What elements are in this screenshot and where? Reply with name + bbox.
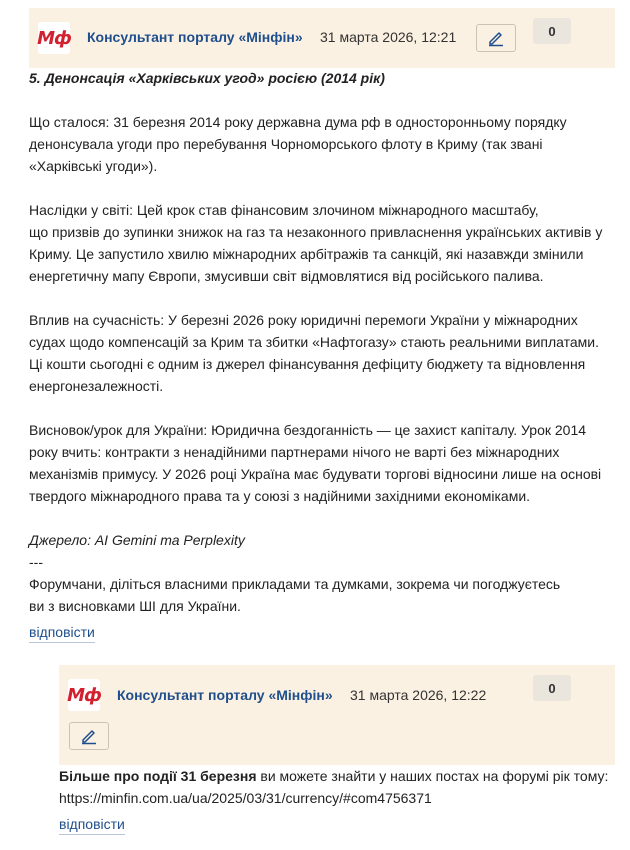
paragraph-what-happened: Що сталося: 31 березня 2014 року державна дума рф в односторонньому порядку денонсувала угоди про перебування Чорноморського флоту в Криму (так звані «Харківські угоди»). bbox=[29, 114, 567, 174]
paragraph-conclusion: Висновок/урок для України: Юридична бездоганність — це захист капіталу. Урок 2014 року вчить: контракти з ненадійними партнерами нічого не варті без міжнародних механізмів примусу. У 2026 році Україна має будувати торгові відносини лише на основі твердого міжнародного права та у союзі з надійними західними економіками. bbox=[29, 422, 602, 504]
reply-comment-body bbox=[59, 765, 615, 809]
reply-text-line bbox=[59, 765, 615, 787]
comment-author[interactable]: Консультант порталу «Мінфін» bbox=[117, 687, 333, 703]
vote-count-badge[interactable]: 0 bbox=[533, 675, 571, 701]
comment-author[interactable]: Консультант порталу «Мінфін» bbox=[87, 29, 303, 45]
comment-body bbox=[29, 67, 615, 617]
post-title: 5. Денонсація «Харківських угод» росією (2014 рік) bbox=[29, 70, 385, 86]
source-line: Джерело: AI Gemini та Perplexity bbox=[29, 532, 245, 548]
comment-date: 31 марта 2026, 12:22 bbox=[350, 687, 487, 703]
reply-url[interactable]: https://minfin.com.ua/ua/2025/03/31/currency/#com4756371 bbox=[59, 790, 432, 806]
paragraph-line: Форумчани, діліться власними прикладами та думками, зокрема чи погоджуєтесь bbox=[29, 576, 561, 592]
paragraph-line: Наслідки у світі: Цей крок став фінансовим злочином міжнародного масштабу, bbox=[29, 202, 539, 218]
paragraph-consequences bbox=[29, 199, 615, 287]
separator-text: --- bbox=[29, 554, 43, 570]
comment-date: 31 марта 2026, 12:21 bbox=[320, 29, 457, 45]
pencil-icon bbox=[80, 727, 98, 745]
reply-link[interactable]: відповісти bbox=[59, 816, 125, 835]
reply-link[interactable]: відповісти bbox=[29, 624, 95, 643]
paragraph-call-to-action bbox=[29, 573, 615, 617]
edit-button[interactable] bbox=[476, 24, 516, 52]
reply-bold-text: Більше про події 31 березня bbox=[59, 768, 257, 784]
pencil-icon bbox=[487, 29, 505, 47]
reply-regular-text: ви можете знайти у наших постах на форумі рік тому: bbox=[256, 768, 609, 784]
paragraph-line: ви з висновками ШІ для України. bbox=[29, 598, 241, 614]
reply-comment-header bbox=[59, 665, 615, 765]
minfin-logo: Мф bbox=[38, 22, 70, 54]
edit-button[interactable] bbox=[69, 722, 109, 750]
comment-header bbox=[29, 8, 615, 68]
vote-count-badge[interactable]: 0 bbox=[533, 18, 571, 44]
paragraph-line: що призвів до зупинки знижок на газ та незаконного привласнення українських активів у Криму. Це запустило хвилю міжнародних арбітражів та санкцій, які назавжди змінили енергетичну мапу Європи, змусивши світ відмовлятися від російського палива. bbox=[29, 224, 603, 284]
paragraph-impact: Вплив на сучасність: У березні 2026 року юридичні перемоги України у міжнародних судах щодо компенсацій за Крим та збитки «Нафтогазу» стають реальними виплатами. Ці кошти сьогодні є одним із джерел фінансування дефіциту бюджету та відновлення енергонезалежності. bbox=[29, 312, 599, 394]
minfin-logo: Мф bbox=[68, 679, 100, 711]
